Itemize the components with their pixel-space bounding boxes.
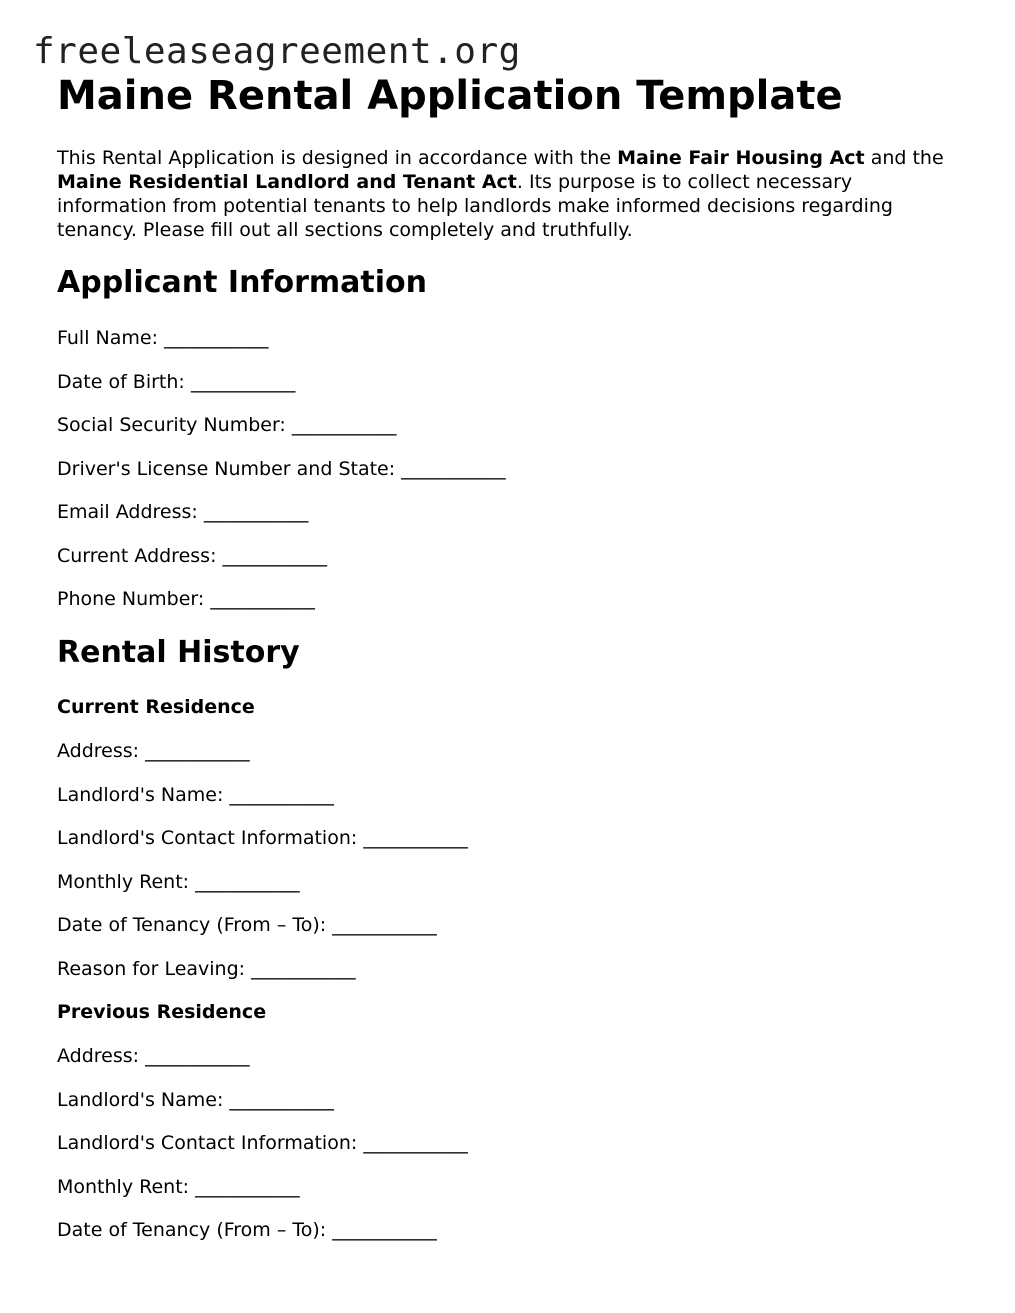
applicant-information-heading: Applicant Information: [57, 265, 427, 300]
current-address-field[interactable]: Current Address: ___________: [57, 545, 328, 567]
intro-bold-landlord-tenant-act: Maine Residential Landlord and Tenant Act: [57, 171, 517, 193]
previous-landlord-name-field[interactable]: Landlord's Name: ___________: [57, 1089, 334, 1111]
previous-monthly-rent-field[interactable]: Monthly Rent: ___________: [57, 1176, 300, 1198]
intro-text-2: and the: [864, 147, 944, 169]
current-landlord-contact-field[interactable]: Landlord's Contact Information: ___________: [57, 827, 468, 849]
current-address-field-rental[interactable]: Address: ___________: [57, 740, 250, 762]
intro-text-3: . Its purpose is to collect necessary information from potential tenants to help landlords make informed decisions regarding tenancy. Please fill out all sections completely and truthfully.: [57, 171, 893, 241]
current-landlord-name-field[interactable]: Landlord's Name: ___________: [57, 784, 334, 806]
intro-text-1: This Rental Application is designed in accordance with the: [57, 147, 618, 169]
intro-paragraph: [57, 146, 957, 242]
site-watermark: freeleaseagreement.org: [33, 31, 521, 72]
current-monthly-rent-field[interactable]: Monthly Rent: ___________: [57, 871, 300, 893]
previous-residence-heading: Previous Residence: [57, 1001, 267, 1023]
full-name-field[interactable]: Full Name: ___________: [57, 327, 269, 349]
rental-history-heading: Rental History: [57, 635, 300, 670]
intro-bold-fair-housing-act: Maine Fair Housing Act: [617, 147, 865, 169]
document-title: Maine Rental Application Template: [57, 73, 843, 119]
drivers-license-field[interactable]: Driver's License Number and State: ___________: [57, 458, 506, 480]
current-date-of-tenancy-field[interactable]: Date of Tenancy (From – To): ___________: [57, 914, 437, 936]
previous-landlord-contact-field[interactable]: Landlord's Contact Information: ___________: [57, 1132, 468, 1154]
current-residence-heading: Current Residence: [57, 696, 255, 718]
phone-number-field[interactable]: Phone Number: ___________: [57, 588, 315, 610]
email-address-field[interactable]: Email Address: ___________: [57, 501, 309, 523]
previous-address-field[interactable]: Address: ___________: [57, 1045, 250, 1067]
date-of-birth-field[interactable]: Date of Birth: ___________: [57, 371, 296, 393]
current-reason-for-leaving-field[interactable]: Reason for Leaving: ___________: [57, 958, 356, 980]
previous-date-of-tenancy-field[interactable]: Date of Tenancy (From – To): ___________: [57, 1219, 437, 1241]
social-security-number-field[interactable]: Social Security Number: ___________: [57, 414, 397, 436]
